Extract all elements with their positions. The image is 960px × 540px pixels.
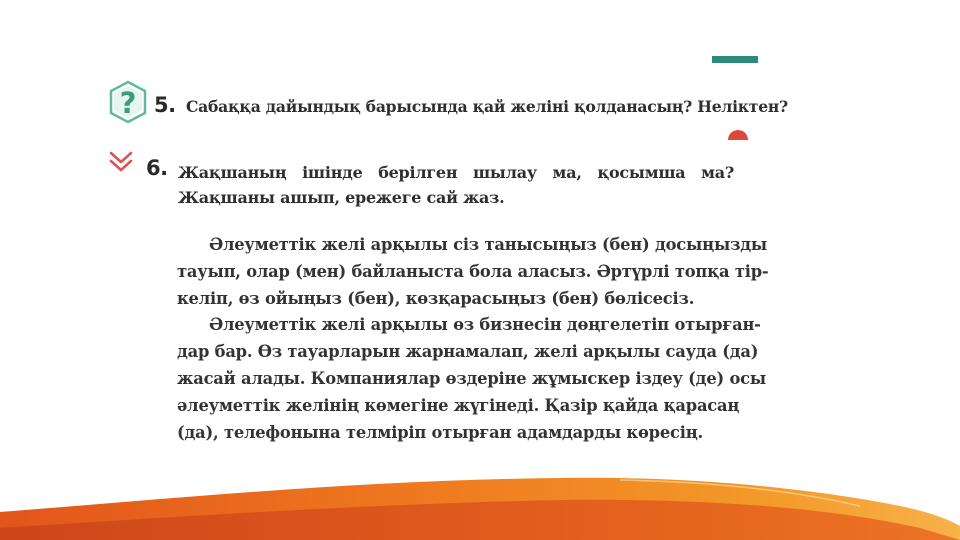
question-hexagon-icon xyxy=(108,80,148,124)
double-chevron-down-icon xyxy=(108,150,134,174)
exercise-number: 6. xyxy=(146,156,168,180)
passage-line: келіп, өз ойыңыз (бен), көзқарасыңыз (бен) бөлісесіз. xyxy=(177,288,695,308)
passage-line: (да), телефонына телміріп отырған адамдарды көресің. xyxy=(177,422,703,442)
passage-line: жасай алады. Компаниялар өздеріне жұмыскер іздеу (де) осы xyxy=(177,368,766,388)
exercise-passage xyxy=(177,232,769,446)
exercise-number: 5. xyxy=(154,93,176,117)
teal-corner-tab xyxy=(712,56,758,63)
passage-line: әлеуметтік желінің көмегіне жүгінеді. Қазір қайда қарасаң xyxy=(177,395,740,415)
exercise-instruction: Жақшаның ішінде берілген шылау ма, қосымша ма? Жақшаны ашып, ережеге сай жаз. xyxy=(178,163,734,207)
passage-line: Әлеуметтік желі арқылы өз бизнесін дөңгелетіп отырған- xyxy=(209,315,761,335)
passage-line: Әлеуметтік желі арқылы сіз танысыңыз (бен) досыңызды xyxy=(209,235,768,254)
passage-line: тауып, олар (мен) байланыста бола аласыз. Әртүрлі топқа тір- xyxy=(177,261,769,281)
passage-line: дар бар. Өз тауарларын жарнамалап, желі арқылы сауда (да) xyxy=(177,342,759,362)
exercise-5 xyxy=(108,78,788,134)
svg-text:?: ? xyxy=(119,86,137,120)
orange-wave-decoration xyxy=(0,470,960,540)
exercise-6 xyxy=(108,148,758,208)
exercise-question: Сабаққа дайындық барысында қай желіні қолданасың? Неліктен? xyxy=(186,97,788,116)
